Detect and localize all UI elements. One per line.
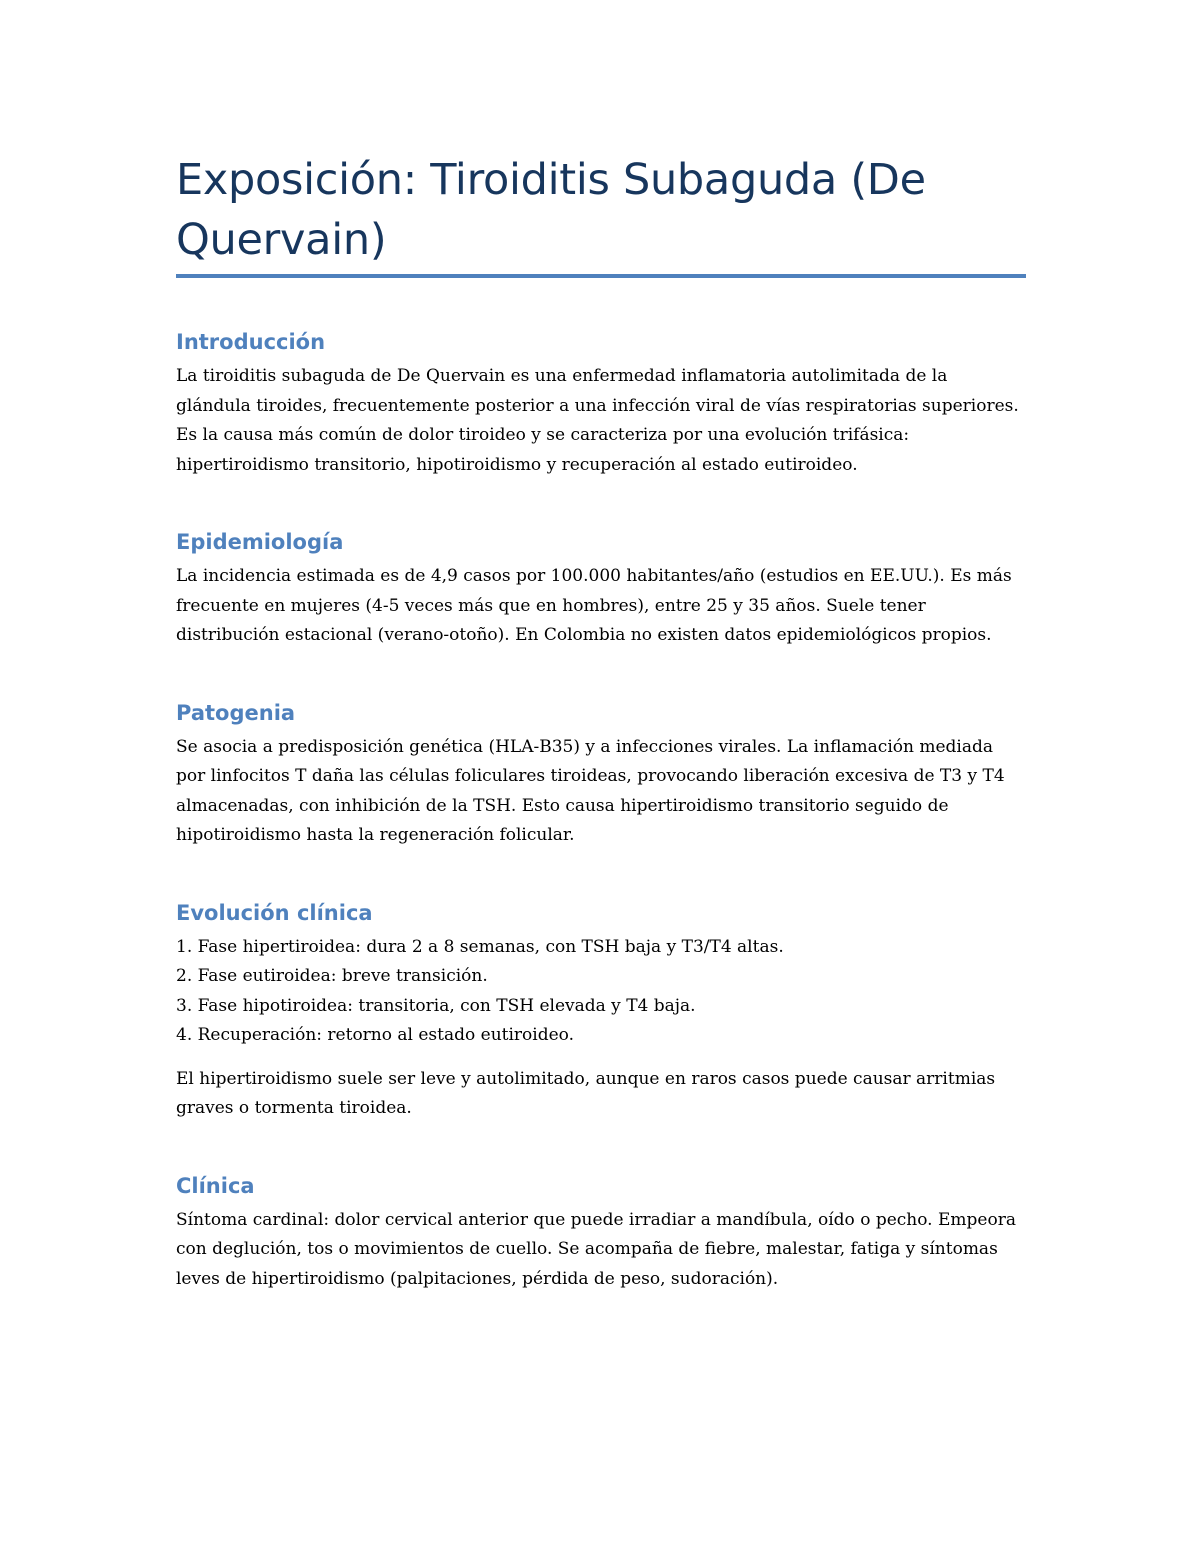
list-item: 1. Fase hipertiroidea: dura 2 a 8 semanas, con TSH baja y T3/T4 altas. xyxy=(176,936,784,957)
section-heading: Evolución clínica xyxy=(176,900,373,925)
section-heading: Epidemiología xyxy=(176,530,344,554)
section-paragraph: El hipertiroidismo suele ser leve y autolimitado, aunque en raros casos puede causar arritmias graves o tormenta tiroidea. xyxy=(176,1068,996,1118)
title-underline xyxy=(176,274,1026,278)
section-clinical-evolution xyxy=(176,899,1026,1124)
section-paragraph: Síntoma cardinal: dolor cervical anterior que puede irradiar a mandíbula, oído o pecho. Empeora con deglución, tos o movimientos de cuello. Se acompaña de fiebre, malestar, fatiga y síntomas leves de hipertiroidismo (palpitaciones, pérdida de peso, sudoración). xyxy=(176,1209,1016,1289)
list-item: 2. Fase eutiroidea: breve transición. xyxy=(176,966,488,986)
section-clinical xyxy=(176,1172,1026,1295)
list-item: 3. Fase hipotiroidea: transitoria, con TSH elevada y T4 baja. xyxy=(176,995,696,1016)
section-pathogenesis xyxy=(176,699,1026,851)
section-heading: Clínica xyxy=(176,1173,255,1198)
document-page xyxy=(176,150,1026,1342)
section-heading: Patogenia xyxy=(176,700,296,725)
section-epidemiology xyxy=(176,528,1026,651)
section-paragraph: La incidencia estimada es de 4,9 casos por 100.000 habitantes/año (estudios en EE.UU.). Es más frecuente en mujeres (4-5 veces más que en hombres), entre 25 y 35 años. Suele tener distribución estacional (verano-otoño). En Colombia no existen datos epidemiológicos propios. xyxy=(176,566,1012,645)
section-paragraph: La tiroiditis subaguda de De Quervain es una enfermedad inflamatoria autolimitada de la glándula tiroides, frecuentemente posterior a una infección viral de vías respiratorias superiores. Es la causa más común de dolor tiroideo y se caracteriza por una evolución trifásica: hipertiroidismo transitorio, hipotiroidismo y recuperación al estado eutiroideo. xyxy=(176,366,1019,475)
section-heading: Introducción xyxy=(176,330,326,354)
section-paragraph: Se asocia a predisposición genética (HLA-B35) y a infecciones virales. La inflamación mediada por linfocitos T daña las células foliculares tiroideas, provocando liberación excesiva de T3 y T4 almacenadas, con inhibición de la TSH. Esto causa hipertiroidismo transitorio seguido de hipotiroidismo hasta la regeneración folicular. xyxy=(176,736,1005,845)
phase-list xyxy=(176,933,1026,1051)
list-item: 4. Recuperación: retorno al estado eutiroideo. xyxy=(176,1025,575,1045)
document-title: Exposición: Tiroiditis Subaguda (De Quervain) xyxy=(176,155,926,265)
section-introduction xyxy=(176,328,1026,480)
